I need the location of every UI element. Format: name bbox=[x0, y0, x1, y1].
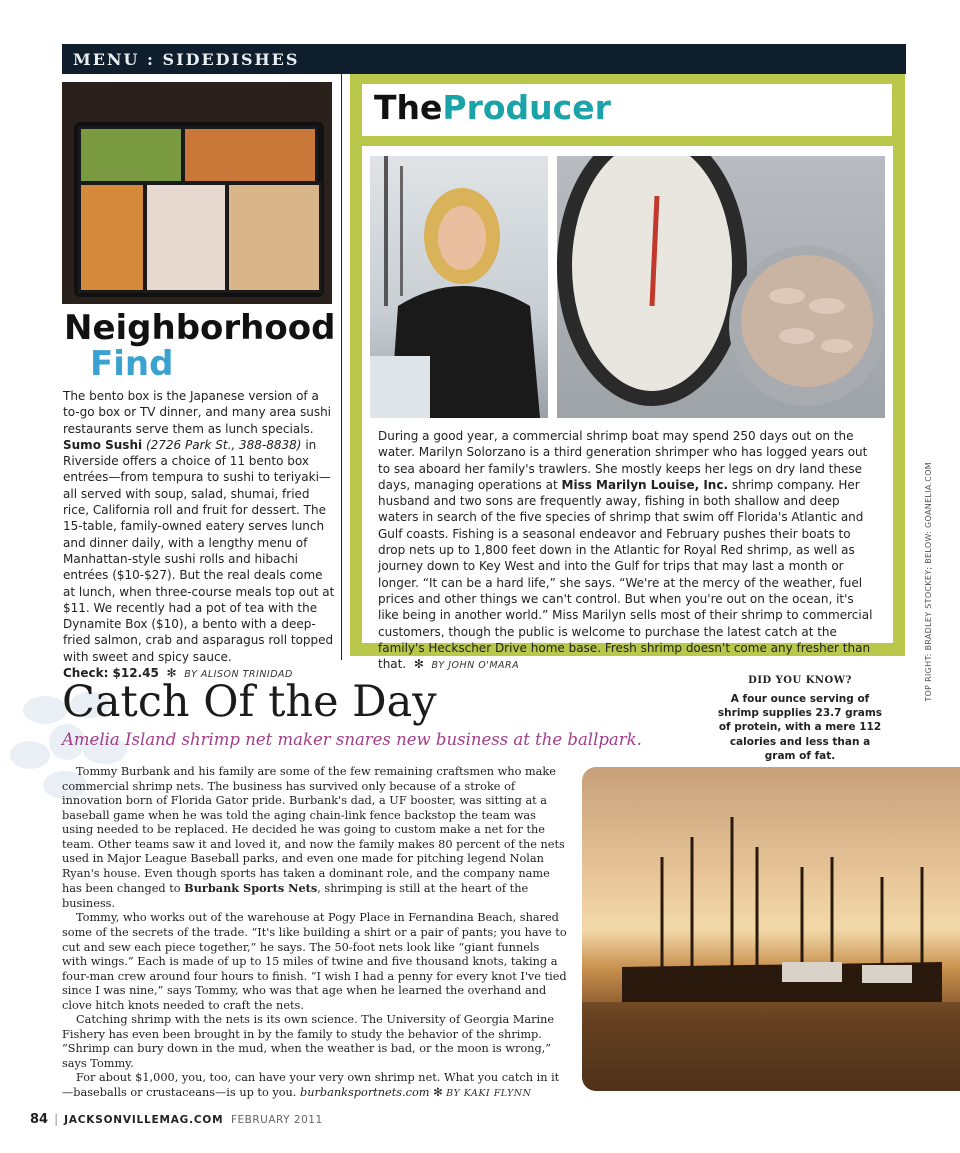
neighborhood-body bbox=[63, 388, 335, 683]
footer-site: JACKSONVILLEMAG.COM bbox=[64, 1114, 224, 1126]
did-you-know-title: DID YOU KNOW? bbox=[748, 675, 852, 686]
check-total: Check: $12.45 bbox=[63, 666, 159, 681]
producer-byline: BY JOHN O'MARA bbox=[431, 660, 520, 672]
did-you-know-body: A four ounce serving of shrimp supplies 23.7 grams of protein, with a mere 112 calories and less than a gram of fat. bbox=[717, 693, 883, 762]
catch-subtitle: Amelia Island shrimp net maker snares new business at the ballpark. bbox=[62, 730, 642, 749]
footer-date: FEBRUARY 2011 bbox=[230, 1114, 323, 1126]
asterisk-icon: ✻ bbox=[162, 666, 181, 681]
neighborhood-title: Neighborhood bbox=[64, 308, 336, 348]
shrimp-boats-harbor-photo bbox=[582, 767, 960, 1091]
shrimp-scale-photo bbox=[557, 156, 885, 418]
catch-body bbox=[62, 765, 567, 1102]
neighborhood-title-find: Find bbox=[90, 344, 174, 384]
catch-paragraph: Tommy, who works out of the warehouse at Pogy Place in Fernandina Beach, shared some of the secrets of the trade. “It's like building a shirt or a pair of pants; you have to cut and sew each piece together,” he says. The 50-foot nets look like “giant funnels with wings.” Each is made of up to 15 miles of twine and five thousand knots, taking a four-man crew around four hours to finish. “I wish I had a penny for every knot I've tied since I was nine,” says Tommy, who was that age when he learned the overhand and clove hitch knots needed to craft the nets. bbox=[62, 911, 567, 1012]
catch-paragraph: Catching shrimp with the nets is its own science. The University of Georgia Marine Fishery has even been brought in by the family to study the behavior of the shrimp. “Shrimp can bury down in the mud, when the weather is bad, or the moon is wrong,” says Tommy. bbox=[62, 1013, 555, 1070]
asterisk-icon: ✻ bbox=[410, 657, 428, 672]
producer-title: TheProducer bbox=[374, 88, 611, 127]
producer-text-b: shrimp company. Her husband and two sons are frequently away, fishing in both shallow and deep waters in search of the five species of shrimp that swim off Florida's Atlantic and Gulf coasts. Fishing is a seasonal endeavor and February pushes their boats to drop nets up to 1,800 feet down in the Atlantic for Royal Red shrimp, as well as journey down to Key West and into the Gulf for trips that may last a month or longer. “It can be a hard life,” she says. “We're at the mercy of the weather, fuel prices and other things we can't control. But when you're out on the ocean, it's like being in another world.” Miss Marilyn sells most of their shrimp to commercial customers, though the public is welcome to purchase the latest catch at the family's Heckscher Drive home base. Fresh shrimp doesn't come any fresher than that. bbox=[378, 477, 873, 672]
catch-title: Catch Of the Day bbox=[62, 677, 437, 727]
bento-box-photo bbox=[62, 82, 332, 304]
section-header-label: MENU : SIDEDISHES bbox=[73, 50, 300, 69]
catch-url: burbanksportnets.com bbox=[300, 1086, 430, 1100]
catch-paragraph: For about $1,000, you, too, can have your very own shrimp net. What you catch in it—baseballs or crustaceans—is up to you. burbanksportnets.com ✻ BY KAKI FLYNN bbox=[62, 1071, 560, 1100]
section-header-bar bbox=[62, 44, 906, 74]
neighborhood-byline: BY ALISON TRINIDAD bbox=[184, 669, 293, 681]
restaurant-address: (2726 Park St., 388-8838) bbox=[145, 437, 302, 452]
neighborhood-text: in Riverside offers a choice of 11 bento box entrées—from tempura to sushi to teriyaki—all served with soup, salad, shumai, fried rice, California roll and fruit for dessert. The 15-table, family-owned eatery serves lunch and dinner daily, with a lengthy menu of Manhattan-style sushi rolls and hibachi entrées ($10-$27). But the real deals come at lunch, when three-course meals top out at $11. We recently had a pot of tea with the Dynamite Box ($10), a bento with a deep-fried salmon, crab and asparagus roll topped with sweet and spicy sauce. bbox=[63, 437, 335, 664]
portrait-photo bbox=[370, 156, 548, 418]
catch-company: Burbank Sports Nets bbox=[184, 881, 318, 896]
producer-company: Miss Marilyn Louise, Inc. bbox=[561, 477, 729, 492]
catch-paragraph: Tommy Burbank and his family are some of the few remaining craftsmen who make commercial shrimp nets. The business has survived only because of a stroke of innovation born of Florida Gator pride. Burbank's dad, a UF booster, was sitting at a baseball game when he was told the aging chain-link fence backstop the team was using needed to be replaced. He decided he was going to custom make a net for the team. Other teams saw it and loved it, and now the family makes 80 percent of the nets used in Major League Baseball parks, and even one made for pitching legend Nolan Ryan's house. Even though sports has taken a dominant role, and the company name has been changed to Burbank Sports Nets, shrimping is still at the heart of the business. bbox=[62, 765, 565, 910]
footer-separator: | bbox=[54, 1112, 59, 1126]
page-number: 84 bbox=[30, 1112, 49, 1127]
column-divider bbox=[341, 74, 342, 660]
page-footer bbox=[30, 1112, 323, 1127]
neighborhood-intro: The bento box is the Japanese version of a to-go box or TV dinner, and many area sushi restaurants serve them as lunch specials. bbox=[63, 389, 332, 436]
photo-credit: TOP RIGHT: BRADLEY STOCKEY; BELOW: GOANELIA.COM bbox=[924, 462, 933, 702]
producer-text-a: During a good year, a commercial shrimp boat may spend 250 days out on the water. Marilyn Solorzano is a third generation shrimper who has logged years out to sea aboard her family's trawlers. She mostly keeps her legs on dry land these days, managing operations at bbox=[378, 429, 868, 492]
producer-body bbox=[378, 428, 878, 674]
asterisk-icon: ✻ bbox=[429, 1086, 447, 1100]
restaurant-name: Sumo Sushi bbox=[63, 437, 143, 452]
catch-byline: BY KAKI FLYNN bbox=[446, 1088, 532, 1100]
